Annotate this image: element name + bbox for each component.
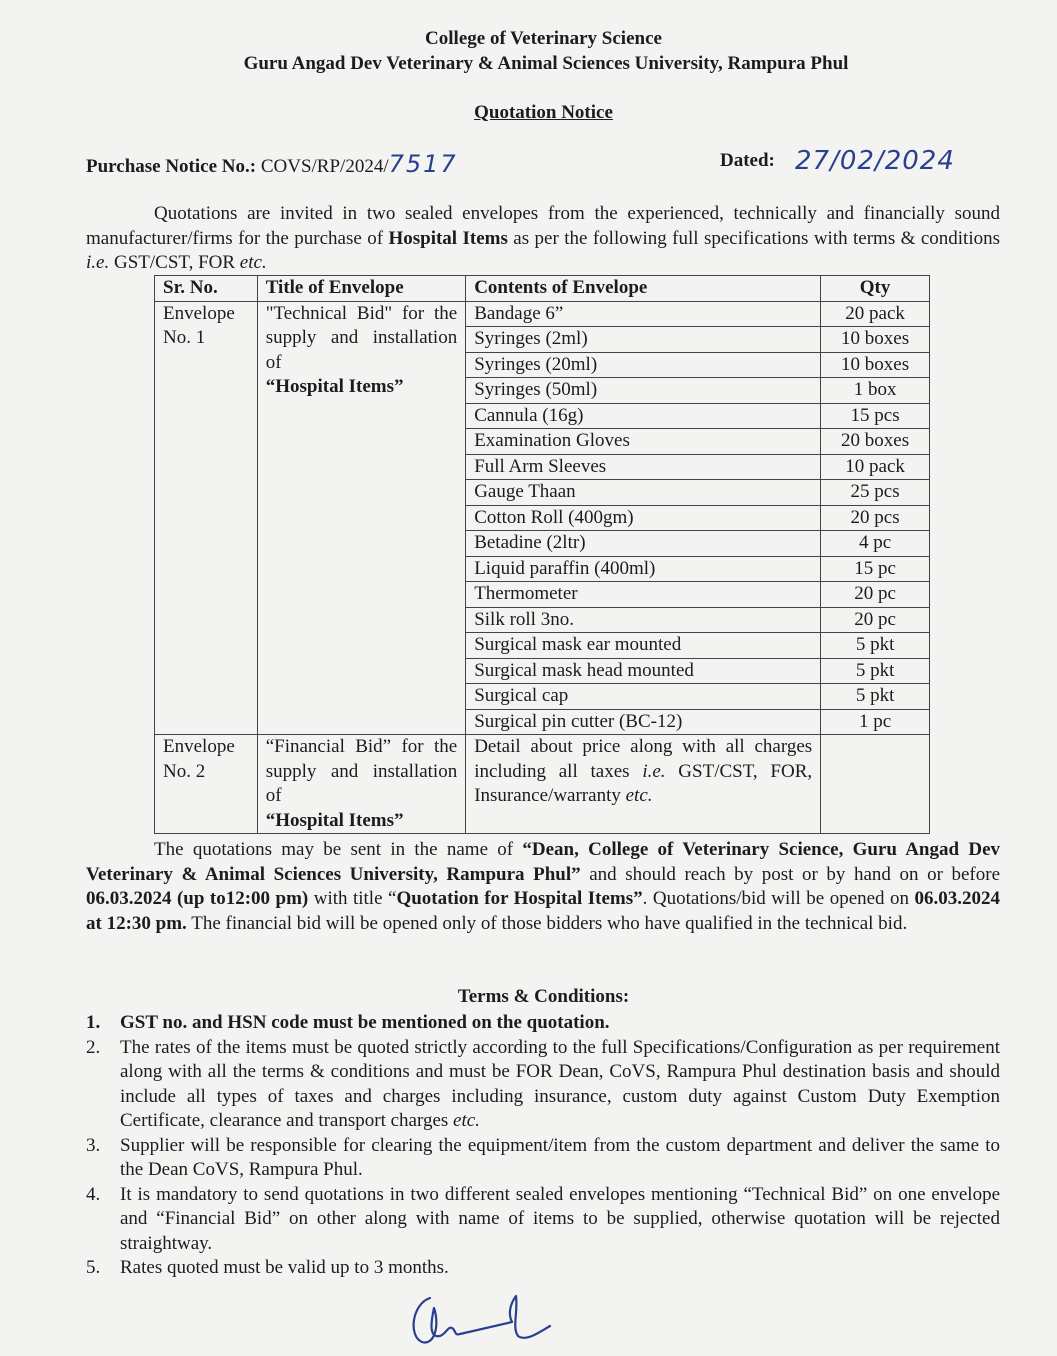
envelope-1-title-text: "Technical Bid" for the supply and installation of (265, 302, 458, 373)
item-name: Full Arm Sleeves (466, 454, 821, 480)
item-name: Bandage 6” (466, 301, 821, 327)
submission-addressee: “Dean, College of Veterinary Science, Guru Angad Dev Veterinary & Animal Sciences University, Rampura Phul” (86, 839, 1000, 885)
item-qty: 10 pack (821, 454, 930, 480)
envelope-1-sr (155, 301, 258, 735)
item-name: Cannula (16g) (466, 403, 821, 429)
list-item (86, 1036, 1000, 1134)
submission-opening-time: 06.03.2024 at 12:30 pm. (86, 888, 1000, 934)
intro-etc: etc. (239, 252, 267, 273)
item-qty: 25 pcs (821, 480, 930, 506)
item-qty: 5 pkt (821, 633, 930, 659)
item-name: Gauge Thaan (466, 480, 821, 506)
list-item (86, 1011, 1000, 1036)
submission-text-4: . Quotations/bid will be opened on (642, 888, 915, 909)
intro-paragraph (86, 202, 1000, 276)
envelope-2-etc: etc. (625, 785, 653, 806)
header-contents: Contents of Envelope (466, 276, 821, 302)
purchase-notice-label: Purchase Notice No.: (86, 156, 257, 177)
handwritten-date: 27/02/2024 (795, 146, 955, 176)
item-qty: 4 pc (821, 531, 930, 557)
submission-text-2: and should reach by post or by hand on or before (580, 863, 1000, 885)
item-qty: 15 pc (821, 556, 930, 582)
table-row (155, 735, 930, 834)
term-text: GST no. and HSN code must be mentioned on the quotation. (120, 1012, 610, 1033)
item-qty: 20 pc (821, 607, 930, 633)
document-title: Quotation Notice (474, 102, 613, 123)
item-name: Cotton Roll (400gm) (466, 505, 821, 531)
envelope-2-title-text: “Financial Bid” for the supply and installation of (265, 736, 458, 806)
header-sr-no: Sr. No. (155, 276, 258, 302)
item-qty: 5 pkt (821, 684, 930, 710)
purchase-notice-line (86, 150, 458, 178)
submission-text-1: The quotations may be sent in the name of (154, 839, 523, 860)
intro-text-3: GST/CST, FOR (109, 252, 240, 273)
envelope-1-title (257, 301, 465, 735)
envelope-1-label: Envelope No. 1 (163, 302, 235, 348)
envelope-2-qty (821, 735, 930, 834)
item-name: Surgical mask head mounted (466, 658, 821, 684)
item-name: Liquid paraffin (400ml) (466, 556, 821, 582)
submission-text-3: with title “ (308, 888, 397, 909)
submission-envelope-title: Quotation for Hospital Items” (396, 888, 643, 909)
term-number: 1. (86, 1012, 101, 1033)
envelope-1-title-bold: “Hospital Items” (265, 376, 404, 397)
dated-label: Dated: (720, 150, 775, 171)
submission-deadline: 06.03.2024 (up to12:00 pm) (86, 888, 309, 909)
item-name: Thermometer (466, 582, 821, 608)
item-name: Surgical cap (466, 684, 821, 710)
term-number: 5. (86, 1257, 101, 1278)
table-row (155, 301, 930, 327)
term-number: 2. (86, 1036, 101, 1058)
list-item (86, 1256, 1000, 1281)
purchase-notice-prefix: COVS/RP/2024/ (260, 156, 389, 177)
envelope-2-contents (466, 735, 821, 834)
item-qty: 5 pkt (821, 658, 930, 684)
term-number: 3. (86, 1134, 101, 1156)
item-name: Surgical mask ear mounted (466, 633, 821, 659)
term-number: 4. (86, 1183, 101, 1205)
item-name: Syringes (20ml) (466, 352, 821, 378)
item-qty: 20 pc (821, 582, 930, 608)
envelope-2-contents-text-1: Detail about price along with all charges including all taxes (474, 736, 813, 782)
term-text: Rates quoted must be valid up to 3 months. (120, 1257, 449, 1278)
envelope-2-contents-text-2: GST/CST, FOR, Insurance/warranty (474, 760, 813, 806)
item-qty: 1 pc (821, 709, 930, 735)
intro-text-1: Quotations are invited in two sealed envelopes from the experienced, technically and financially sound manufacturer/firms for the purchase of (86, 203, 1000, 249)
intro-text-2: as per the following full specifications with terms & conditions (507, 227, 1000, 249)
item-qty: 15 pcs (821, 403, 930, 429)
item-qty: 20 pack (821, 301, 930, 327)
item-name: Syringes (2ml) (466, 327, 821, 353)
term-etc: etc. (453, 1110, 480, 1131)
item-name: Examination Gloves (466, 429, 821, 455)
handwritten-notice-number: 7517 (388, 150, 458, 178)
header-qty: Qty (821, 276, 930, 302)
submission-text-5: The financial bid will be opened only of those bidders who have qualified in the technical bid. (186, 912, 908, 934)
envelope-2-title-bold: “Hospital Items” (265, 809, 404, 831)
university-name: Guru Angad Dev Veterinary & Animal Sciences University, Rampura Phul (243, 53, 849, 74)
college-name: College of Veterinary Science (425, 28, 662, 49)
terms-list (86, 1011, 1000, 1281)
item-name: Syringes (50ml) (466, 378, 821, 404)
submission-paragraph (86, 838, 1000, 936)
intro-bold: Hospital Items (388, 227, 508, 249)
item-name: Surgical pin cutter (BC-12) (466, 709, 821, 735)
header-title: Title of Envelope (257, 276, 465, 302)
item-qty: 10 boxes (821, 352, 930, 378)
item-qty: 1 box (821, 378, 930, 404)
envelope-2-sr: Envelope No. 2 (155, 735, 258, 834)
signature (400, 1286, 570, 1352)
item-qty: 20 boxes (821, 429, 930, 455)
item-qty: 20 pcs (821, 505, 930, 531)
specification-table (154, 275, 930, 834)
item-qty: 10 boxes (821, 327, 930, 353)
table-header-row (155, 276, 930, 302)
list-item (86, 1134, 1000, 1183)
list-item (86, 1183, 1000, 1257)
intro-ie: i.e. (86, 252, 110, 273)
item-name: Silk roll 3no. (466, 607, 821, 633)
term-text: It is mandatory to send quotations in two different sealed envelopes mentioning “Technical Bid” on one envelope and “Financial Bid” on other along with name of items to be supplied, otherwise quotation will be rejected straightway. (120, 1183, 1000, 1254)
item-name: Betadine (2ltr) (466, 531, 821, 557)
term-text: The rates of the items must be quoted strictly according to the full Specifications/Configuration as per requirement along with all the terms & conditions and must be FOR Dean, CoVS, Rampura Phul destination basis and should include all types of taxes and charges including insurance, custom duty against Custom Duty Exemption Certificate, clearance and transport charges (120, 1036, 1000, 1131)
envelope-2-title (257, 735, 465, 834)
envelope-2-ie: i.e. (642, 760, 666, 782)
term-text: Supplier will be responsible for clearing the equipment/item from the custom department and deliver the same to the Dean CoVS, Rampura Phul. (120, 1134, 1000, 1180)
terms-heading: Terms & Conditions: (457, 986, 630, 1007)
